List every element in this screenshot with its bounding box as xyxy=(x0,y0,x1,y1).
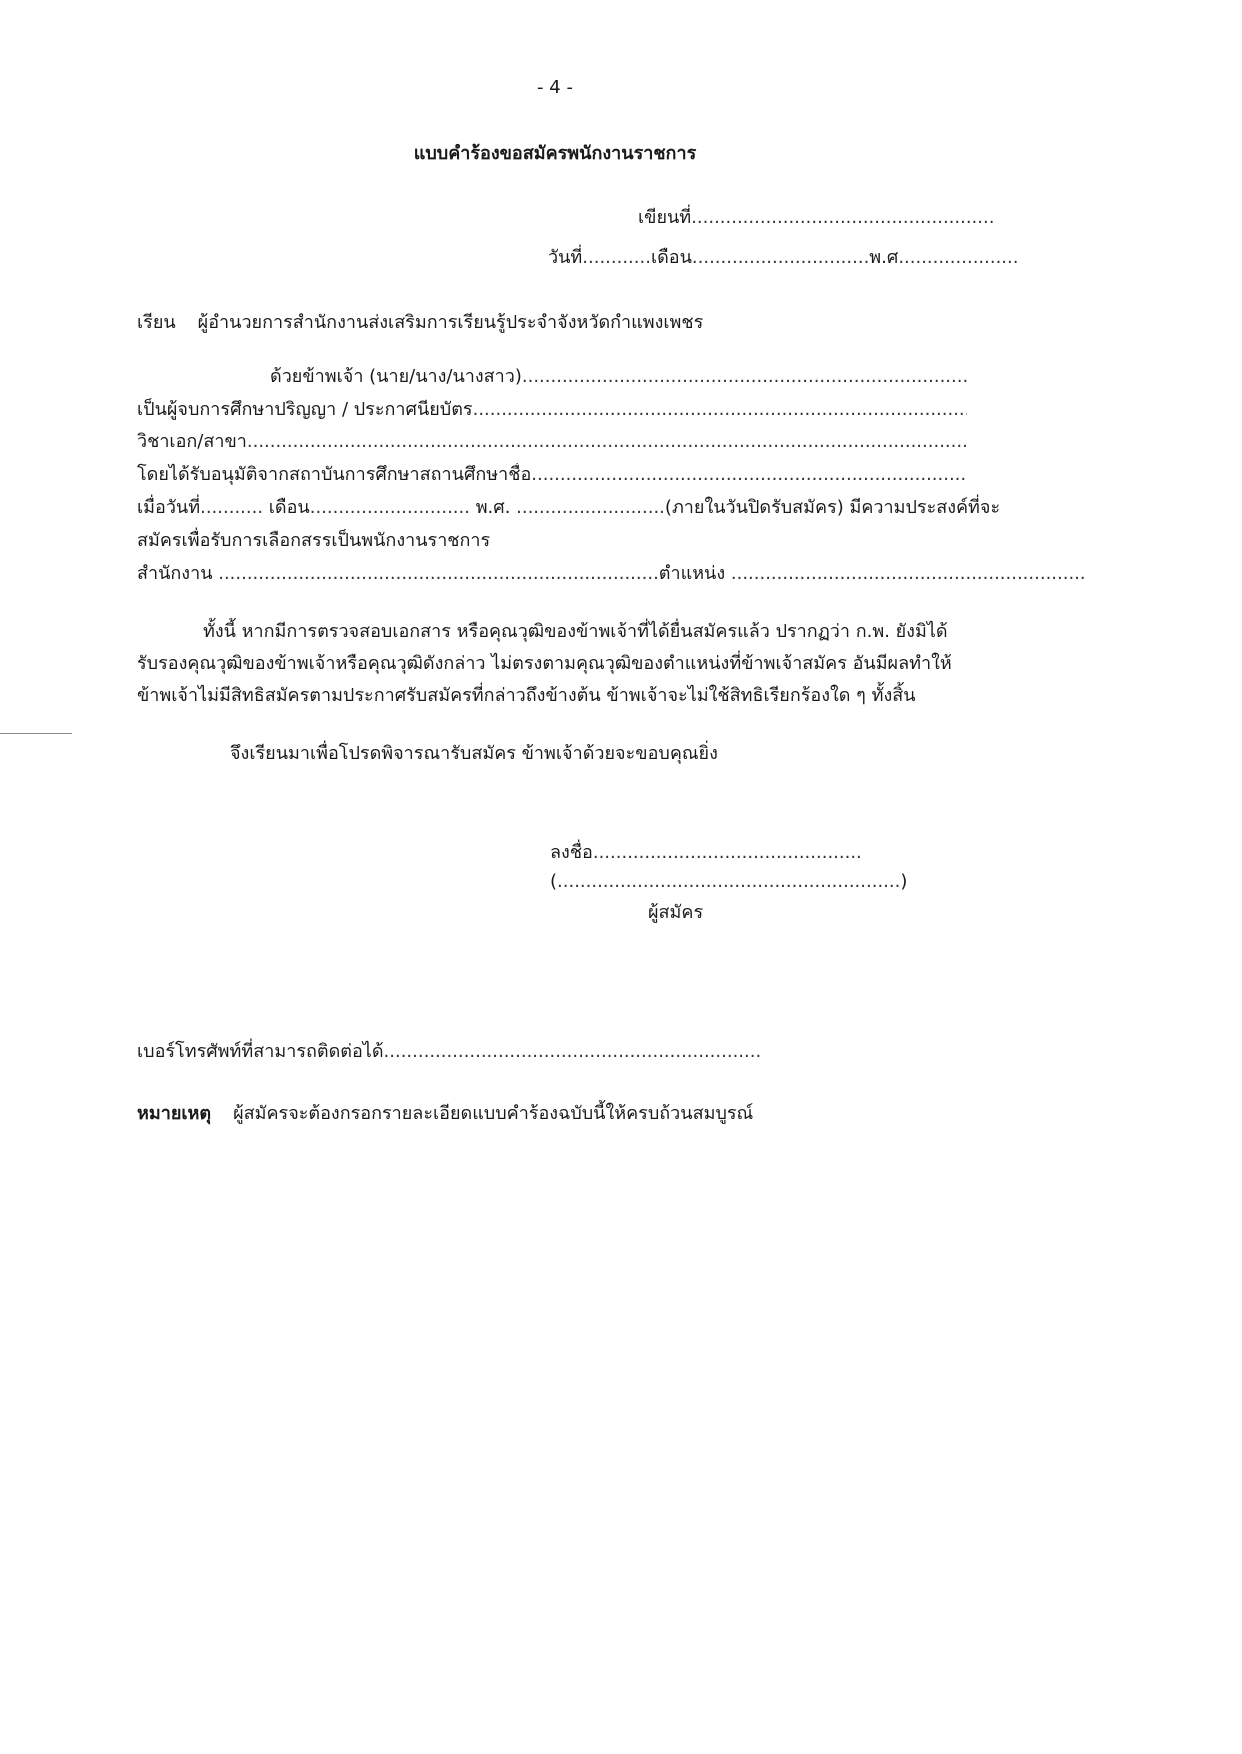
position-label: ตำแหน่ง xyxy=(658,563,726,584)
note-text: ผู้สมัครจะต้องกรอกรายละเอียดแบบคำร้องฉบับนี้ให้ครบถ้วนสมบูรณ์ xyxy=(233,1103,754,1124)
office-position-field[interactable]: สำนักงาน .............................................................................ตำแหน่ง .............................................................. xyxy=(137,563,1086,584)
major-label: วิชาเอก/สาขา xyxy=(137,431,247,452)
degree-label: เป็นผู้จบการศึกษาปริญญา / ประกาศนียบัตร xyxy=(137,399,473,420)
addressee-name: ผู้อำนวยการสำนักงานส่งเสริมการเรียนรู้ประจำจังหวัดกำแพงเพชร xyxy=(197,312,704,333)
declaration-line-1: ทั้งนี้ หากมีการตรวจสอบเอกสาร หรือคุณวุฒิของข้าพเจ้าที่ได้ยื่นสมัครแล้ว ปรากฏว่า ก.พ. ยังมิได้ xyxy=(203,621,948,642)
declaration-line-3: ข้าพเจ้าไม่มีสิทธิสมัครตามประกาศรับสมัครที่กล่าวถึงข้างต้น ข้าพเจ้าจะไม่ใช้สิทธิเรียกร้องใด ๆ ทั้งสิ้น xyxy=(137,685,916,706)
close-paren: ) xyxy=(900,871,908,892)
purpose-text: สมัครเพื่อรับการเลือกสรรเป็นพนักงานราชการ xyxy=(137,530,491,551)
graduation-year-label: พ.ศ. xyxy=(475,497,511,518)
note xyxy=(137,1102,753,1126)
page-number: - 4 - xyxy=(537,77,573,98)
addressee xyxy=(137,311,703,335)
date-day-label: วันที่ xyxy=(548,247,583,268)
declaration-line-2: รับรองคุณวุฒิของข้าพเจ้าหรือคุณวุฒิดังกล่าว ไม่ตรงตามคุณวุฒิของตำแหน่งที่ข้าพเจ้าสมัคร อันมีผลทำให้ xyxy=(137,653,952,674)
degree-field[interactable] xyxy=(137,398,967,422)
signature-field[interactable]: ลงชื่อ............................................... xyxy=(550,842,862,863)
graduation-day-label: เมื่อวันที่ xyxy=(137,497,201,518)
office-label: สำนักงาน xyxy=(137,563,213,584)
name-field[interactable] xyxy=(137,365,967,389)
form-title: แบบคำร้องขอสมัครพนักงานราชการ xyxy=(413,143,697,164)
written-at-field[interactable]: เขียนที่..................................................... xyxy=(638,207,995,228)
graduation-note: (ภายในวันปิดรับสมัคร) มีความประสงค์ที่จะ xyxy=(664,497,1001,518)
phone-field[interactable]: เบอร์โทรศัพท์ที่สามารถติดต่อได้.................................................................. xyxy=(137,1041,762,1062)
graduation-date-field[interactable]: เมื่อวันที่........... เดือน............................ พ.ศ. ..........................(ภายในวันปิดรับสมัคร) มีความประสงค์ที่จะ xyxy=(137,497,1001,518)
date-month-label: เดือน xyxy=(650,247,692,268)
applicant-role: ผู้สมัคร xyxy=(648,902,704,923)
institution-field[interactable] xyxy=(137,463,967,487)
note-label: หมายเหตุ xyxy=(137,1103,212,1124)
phone-label: เบอร์โทรศัพท์ที่สามารถติดต่อได้ xyxy=(137,1041,384,1062)
signature-label: ลงชื่อ xyxy=(550,842,593,863)
written-at-label: เขียนที่ xyxy=(638,207,692,228)
addressee-label: เรียน xyxy=(137,312,176,333)
date-year-label: พ.ศ xyxy=(869,247,899,268)
institution-label: โดยได้รับอนุมัติจากสถาบันการศึกษาสถานศึกษาชื่อ xyxy=(137,464,532,485)
open-paren: ( xyxy=(550,871,558,892)
scan-artifact xyxy=(0,733,72,734)
graduation-month-label: เดือน xyxy=(268,497,310,518)
date-field[interactable]: วันที่............เดือน...............................พ.ศ..................... xyxy=(548,247,1019,268)
major-field[interactable] xyxy=(137,430,967,454)
closing-text: จึงเรียนมาเพื่อโปรดพิจารณารับสมัคร ข้าพเจ้าด้วยจะขอบคุณยิ่ง xyxy=(230,743,718,764)
signature-name-field[interactable]: (............................................................) xyxy=(550,871,908,892)
name-label: ด้วยข้าพเจ้า (นาย/นาง/นางสาว) xyxy=(270,366,522,387)
